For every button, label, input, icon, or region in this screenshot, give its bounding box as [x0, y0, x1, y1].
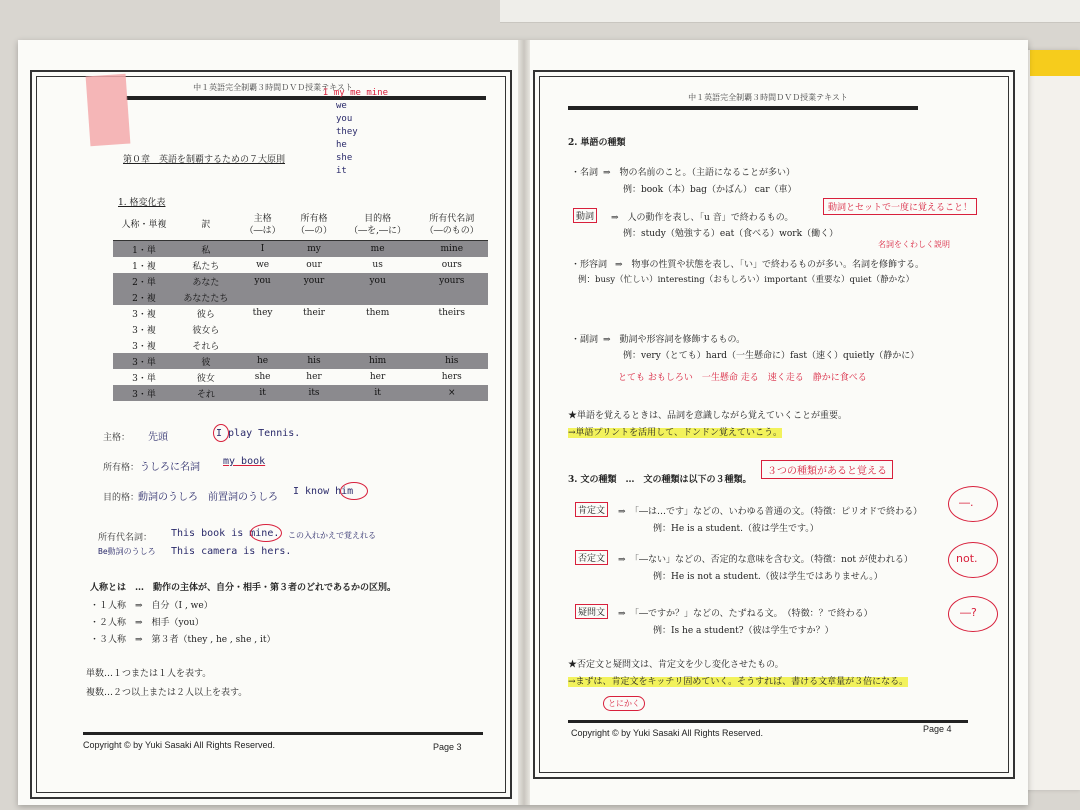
- table-row: [113, 305, 488, 321]
- table-row: [113, 289, 488, 305]
- pos-note: うしろに名詞: [140, 462, 200, 473]
- table-cell: [340, 337, 416, 353]
- table-cell: 私: [175, 241, 237, 258]
- table-cell: you: [340, 273, 416, 289]
- col-header: 所有格 （―の）: [288, 210, 339, 241]
- table-row: [113, 337, 488, 353]
- adj-desc: ⇒ 物事の性質や状態を表し、「い」で終わるものが多い。名詞を修飾する。: [615, 260, 925, 270]
- table-cell: ×: [416, 385, 488, 401]
- table-cell: we: [256, 260, 270, 270]
- col-header: 主格 （―は）: [237, 210, 288, 241]
- book-fold: [518, 40, 530, 805]
- table-cell: [416, 321, 488, 337]
- case-table: [113, 210, 488, 401]
- tip-line: ★単語を覚えるときは、品詞を意識しながら覚えていくことが重要。: [568, 411, 848, 421]
- pos-example: my book: [223, 456, 266, 467]
- adj-label: ・形容詞: [571, 260, 608, 270]
- pron-example1: This book is mine.: [171, 528, 280, 539]
- table-cell: 2・単: [113, 273, 175, 289]
- table-cell: I: [237, 241, 288, 258]
- pron-example2: This camera is hers.: [171, 546, 292, 557]
- section-title: 3. 文の種類 … 文の種類は以下の３種類。: [568, 475, 752, 485]
- q-label: 疑問文: [575, 604, 608, 619]
- table-cell: 2・複: [113, 289, 175, 305]
- section3-hand-note: ３つの種類があると覚える: [761, 460, 893, 479]
- table-cell: それら: [192, 341, 220, 352]
- side-book: [1020, 50, 1080, 790]
- noun-label: ・名詞: [571, 168, 599, 178]
- table-cell: 3・複: [132, 309, 156, 320]
- circle-mark: [213, 424, 229, 442]
- table-cell: [237, 289, 288, 305]
- table-cell: あなた: [175, 273, 237, 289]
- section-title: 1. 格変化表: [118, 198, 166, 208]
- table-cell: 彼女: [196, 373, 215, 384]
- singular-def: 単数…１つまたは１人を表す。: [86, 669, 212, 679]
- table-cell: them: [365, 308, 390, 318]
- open-textbook: [18, 40, 1028, 805]
- table-cell: 彼ら: [196, 309, 215, 320]
- table-cell: [288, 321, 339, 337]
- table-cell: you: [237, 273, 288, 289]
- pos-label: 所有格：: [103, 463, 140, 473]
- pron-label: 所有代名詞：: [98, 533, 153, 543]
- table-cell: [340, 289, 416, 305]
- table-cell: 3・単: [113, 353, 175, 369]
- table-cell: [416, 289, 488, 305]
- table-cell: he: [237, 353, 288, 369]
- header-rule: [126, 96, 486, 100]
- tip-hand-note: とにかく: [603, 696, 645, 711]
- table-cell: her: [306, 372, 322, 382]
- noun-example: 例：book（本）bag（かばん） car（車）: [623, 185, 797, 195]
- section-title: 2. 単語の種類: [568, 138, 626, 148]
- table-cell: 彼: [175, 353, 237, 369]
- table-cell: 3・複: [132, 341, 156, 352]
- table-cell: 3・単: [113, 385, 175, 401]
- copyright: Copyright © by Yuki Sasaki All Rights Reserved.: [571, 728, 764, 738]
- adv-label: ・副詞: [571, 335, 599, 345]
- background-paper: [500, 0, 1080, 23]
- table-cell: mine: [416, 241, 488, 258]
- running-head: 中１英語完全制覇３時間ＤＶＤ授業テキスト: [193, 83, 353, 92]
- circle-mark: [250, 524, 282, 542]
- nom-label: 主格：: [103, 433, 131, 443]
- verb-label: 動詞: [573, 208, 597, 223]
- footer-rule: [568, 720, 968, 723]
- table-cell: [288, 337, 339, 353]
- table-cell: my: [288, 241, 339, 258]
- table-cell: yours: [416, 273, 488, 289]
- table-header-row: [113, 210, 488, 241]
- adv-hand-note: とても おもしろい 一生懸命 走る 速く走る 静かに食べる: [618, 373, 867, 383]
- col-header: 目的格 （―を,―に）: [340, 210, 416, 241]
- col-header: 人称・単複: [113, 210, 175, 241]
- verb-example: 例：study（勉強する）eat（食べる）work（働く）: [623, 229, 839, 239]
- table-cell: [416, 337, 488, 353]
- pron-note1: この入れかえで覚えれる: [288, 531, 376, 540]
- table-cell: its: [288, 385, 339, 401]
- nom-note: 先頭: [148, 432, 168, 443]
- col-header: 所有代名詞 （―のもの）: [416, 210, 488, 241]
- table-cell: they: [252, 308, 273, 318]
- header-rule: [568, 106, 918, 110]
- adj-example: 例：busy（忙しい）interesting（おもしろい）important（重要な）quiet（静かな）: [578, 275, 915, 285]
- person-item: ・１人称 ⇒ 自分（I , we）: [90, 601, 213, 611]
- adv-example: 例：very（とても）hard（一生懸命に）fast（速く）quietly（静かに）: [623, 351, 920, 361]
- table-cell: her: [369, 372, 386, 382]
- table-cell: ours: [441, 260, 462, 270]
- table-row: [113, 321, 488, 337]
- table-cell: [288, 289, 339, 305]
- table-cell: 1・複: [132, 261, 156, 272]
- neg-example: 例：He is not a student.（彼は学生ではありません。）: [653, 572, 883, 582]
- obj-label: 目的格：: [103, 493, 140, 503]
- left-page: [18, 40, 523, 805]
- copyright: Copyright © by Yuki Sasaki All Rights Reserved.: [83, 740, 276, 750]
- noun-desc: ⇒ 物の名前のこと。（主語になることが多い）: [603, 168, 796, 178]
- pron-note2: Be動詞のうしろ: [98, 547, 156, 556]
- table-cell: it: [340, 385, 416, 401]
- page-number: Page 4: [923, 724, 952, 734]
- table-cell: theirs: [438, 308, 466, 318]
- table-cell: our: [306, 260, 322, 270]
- affirm-mark: ―.: [959, 496, 974, 509]
- plural-def: 複数…２つ以上または２人以上を表す。: [86, 688, 248, 698]
- table-row: [113, 241, 488, 258]
- table-cell: us: [372, 260, 383, 270]
- table-cell: あなたたち: [175, 289, 237, 305]
- person-item: ・２人称 ⇒ 相手（you）: [90, 618, 204, 628]
- table-cell: his: [288, 353, 339, 369]
- table-cell: their: [303, 308, 325, 318]
- running-head: 中１英語完全制覇３時間ＤＶＤ授業テキスト: [688, 93, 848, 102]
- table-cell: [237, 337, 288, 353]
- person-item: ・３人称 ⇒ 第３者（they , he , she , it）: [90, 635, 276, 645]
- table-cell: [237, 321, 288, 337]
- verb-desc: ⇒ 人の動作を表し、「u 音」で終わるもの。: [611, 213, 794, 223]
- q-desc: ⇒ 「―ですか？」などの、たずねる文。 （特徴：？で終わる）: [618, 609, 873, 619]
- table-cell: 1・単: [113, 241, 175, 258]
- page-number: Page 3: [433, 742, 462, 752]
- table-cell: your: [288, 273, 339, 289]
- table-cell: 3・単: [132, 373, 156, 384]
- col-header: 訳: [175, 210, 237, 241]
- table-row: [113, 353, 488, 369]
- affirm-example: 例：He is a student.（彼は学生です。）: [653, 524, 819, 534]
- right-page: [523, 40, 1028, 805]
- sticky-note: [86, 74, 131, 147]
- table-cell: 私たち: [192, 261, 220, 272]
- tip-line-highlight: →単語プリントを活用して、ドンドン覚えていこう。: [568, 428, 783, 438]
- table-body: [113, 241, 488, 402]
- person-title: 人称とは … 動作の主体が、自分・相手・第３者のどれであるかの区別。: [90, 583, 397, 593]
- table-row: [113, 273, 488, 289]
- obj-note: 動詞のうしろ 前置詞のうしろ: [138, 492, 278, 503]
- neg-label: 否定文: [575, 550, 608, 565]
- table-cell: him: [340, 353, 416, 369]
- neg-mark: not.: [956, 552, 978, 565]
- table-cell: 3・複: [132, 325, 156, 336]
- footer-rule: [83, 732, 483, 735]
- table-cell: it: [237, 385, 288, 401]
- affirm-desc: ⇒ 「―は…です」などの、いわゆる普通の文。（特徴：ピリオドで終わる）: [618, 507, 923, 517]
- table-cell: me: [340, 241, 416, 258]
- table-cell: his: [416, 353, 488, 369]
- q-example: 例：Is he a student?（彼は学生ですか？）: [653, 626, 834, 636]
- hand-note-top: I my me mine: [323, 88, 389, 98]
- verb-hand-note: 動詞とセットで一度に覚えること！: [823, 198, 977, 215]
- sticky-tab: [1030, 50, 1080, 76]
- chapter-title: 第０章 英語を制覇するための７大原則: [123, 155, 286, 165]
- table-cell: hers: [441, 372, 462, 382]
- obj-example: I know him: [293, 486, 354, 497]
- table-cell: she: [254, 372, 271, 382]
- table-cell: 彼女ら: [192, 325, 220, 336]
- nom-example: I play Tennis.: [216, 428, 301, 439]
- q-mark: ―?: [960, 606, 977, 619]
- tip-line: ★否定文と疑問文は、肯定文を少し変化させたもの。: [568, 660, 784, 670]
- adj-hand-note: 名詞をくわしく説明: [878, 240, 950, 249]
- table-row: [113, 385, 488, 401]
- table-cell: それ: [175, 385, 237, 401]
- table-cell: [340, 321, 416, 337]
- affirm-label: 肯定文: [575, 502, 608, 517]
- table-row: [113, 257, 488, 273]
- neg-desc: ⇒ 「―ない」などの、否定的な意味を含む文。（特徴：not が使われる）: [618, 555, 913, 565]
- table-row: [113, 369, 488, 385]
- adv-desc: ⇒ 動詞や形容詞を修飾するもの。: [603, 335, 746, 345]
- hand-pronoun-list: we you they he she it: [336, 101, 358, 176]
- tip-line-highlight: →まずは、肯定文をキッチリ固めていく。そうすれば、書ける文章量が３倍になる。: [568, 677, 909, 687]
- circle-mark: [340, 482, 368, 500]
